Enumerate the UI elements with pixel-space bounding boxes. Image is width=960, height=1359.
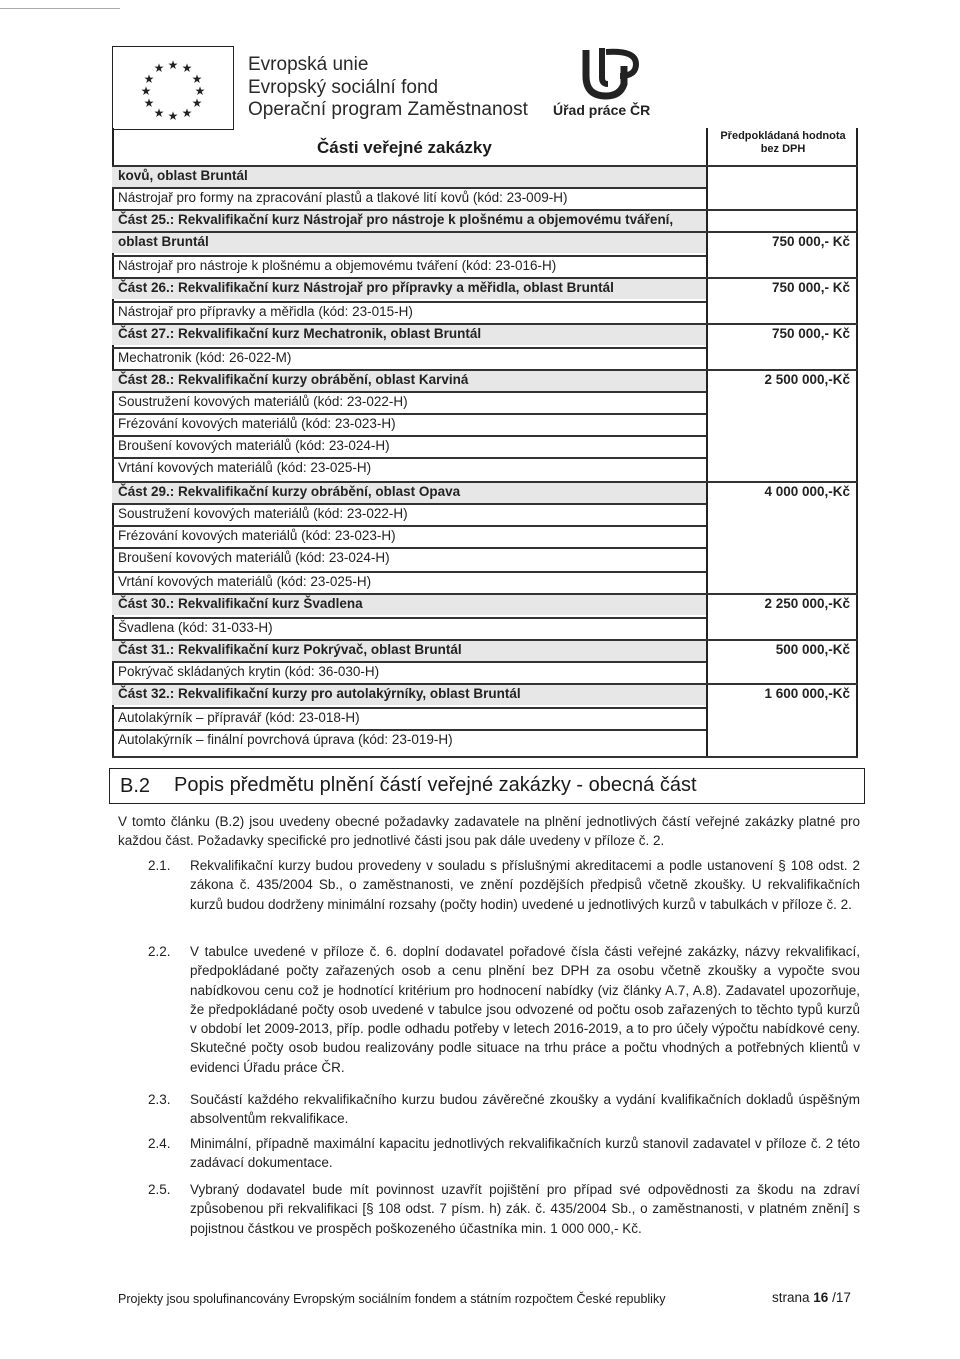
table-row-text: Vrtání kovových materiálů (kód: 23-025-H): [118, 460, 372, 475]
table-row-text: Část 29.: Rekvalifikační kurzy obrábění, oblast Opava: [118, 484, 461, 499]
table-row-text: Část 32.: Rekvalifikační kurzy pro autolakýrníky, oblast Bruntál: [118, 686, 521, 701]
row-divider: [112, 683, 858, 685]
value-column-header: Předpokládaná hodnota bez DPH: [720, 130, 846, 155]
table-row-price: 1 600 000,-Kč: [764, 686, 850, 701]
table-row-text: Nástrojař pro formy na zpracování plastů a tlakové lití kovů (kód: 23-009-H): [118, 190, 568, 205]
table-row-text: Vrtání kovových materiálů (kód: 23-025-H): [118, 574, 372, 589]
table-row-text: Nástrojař pro nástroje k plošnému a objemovému tváření (kód: 23-016-H): [118, 258, 557, 273]
row-divider: [112, 457, 706, 459]
table-row-text: Frézování kovových materiálů (kód: 23-023-H): [118, 416, 396, 431]
table-row-text: Část 27.: Rekvalifikační kurz Mechatronik, oblast Bruntál: [118, 326, 482, 341]
item-number: 2.1.: [148, 858, 171, 873]
table-row-text: Autolakýrník – přípravář (kód: 23-018-H): [118, 710, 360, 725]
svg-text:★: ★: [153, 61, 165, 75]
row-divider: [112, 209, 858, 211]
row-divider: [112, 301, 706, 303]
svg-text:★: ★: [153, 106, 165, 120]
svg-text:★: ★: [191, 96, 203, 110]
table-row-text: Broušení kovových materiálů (kód: 23-024-H): [118, 550, 390, 565]
page-number: [772, 1290, 851, 1305]
svg-text:★: ★: [167, 58, 179, 72]
row-divider: [112, 231, 858, 233]
row-divider: [112, 617, 706, 619]
row-divider: [112, 729, 706, 731]
svg-text:★: ★: [191, 72, 203, 86]
table-row-text: Část 25.: Rekvalifikační kurz Nástrojař pro nástroje k plošnému a objemovému tváření,: [118, 212, 674, 227]
item-text: Minimální, případně maximální kapacitu jednotlivých rekvalifikačních kurzů stanovil zadavatel v příloze č. 2 této zadávací dokumentace.: [190, 1136, 860, 1171]
row-divider: [112, 187, 706, 189]
table-row-price: 750 000,- Kč: [771, 280, 850, 295]
page-prefix: strana: [772, 1290, 810, 1305]
eu-line2: Evropský sociální fond: [248, 76, 439, 98]
urad-prace-logo-icon: [580, 44, 642, 100]
table-row-text: Soustružení kovových materiálů (kód: 23-022-H): [118, 394, 408, 409]
item-number: 2.2.: [148, 944, 171, 959]
section-title: Popis předmětu plnění částí veřejné zakázky - obecná část: [174, 774, 697, 796]
table-row-price: 2 500 000,-Kč: [764, 372, 850, 387]
row-divider: [112, 323, 858, 325]
row-divider: [112, 165, 858, 167]
row-divider: [112, 593, 858, 595]
item-number: 2.5.: [148, 1182, 171, 1197]
eu-stars-icon: [113, 47, 233, 129]
table-row-text: Mechatronik (kód: 26-022-M): [118, 350, 292, 365]
table-row-price: 2 250 000,-Kč: [764, 596, 850, 611]
item-number: 2.4.: [148, 1136, 171, 1151]
table-row-price: 4 000 000,-Kč: [764, 484, 850, 499]
row-divider: [112, 391, 706, 393]
row-divider: [112, 707, 706, 709]
table-row-text: Část 26.: Rekvalifikační kurz Nástrojař pro přípravky a měřidla, oblast Bruntál: [118, 280, 614, 295]
table-row-text: Švadlena (kód: 31-033-H): [118, 620, 273, 635]
svg-text:★: ★: [140, 84, 152, 98]
eu-line3: Operační program Zaměstnanost: [248, 99, 528, 120]
row-divider: [112, 661, 706, 663]
row-divider: [112, 571, 706, 573]
row-divider: [112, 255, 706, 257]
row-divider: [112, 503, 706, 505]
table-row-text: Pokrývač skládaných krytin (kód: 36-030-H): [118, 664, 380, 679]
svg-text:★: ★: [181, 106, 193, 120]
table-vline: [856, 128, 858, 758]
item-text: Rekvalifikační kurzy budou provedeny v souladu s příslušnými akreditacemi a podle ustanovení § 108 odst. 2 zákona č. 435/2004 Sb., o zaměstnanosti, ve znění pozdějších předpisů včetně zkoušky. U rekvalifikačních kurzů budou dodrženy minimální rozsahy (počty hodin) uvedené u jednotlivých kurzů v tabulkách v příloze č. 2.: [190, 858, 860, 912]
table-bottom-line: [112, 756, 858, 758]
row-divider: [112, 481, 858, 483]
row-divider: [112, 413, 706, 415]
table-row-price: 750 000,- Kč: [771, 326, 850, 341]
table-title: Části veřejné zakázky: [317, 138, 492, 157]
item-text: Vybraný dodavatel bude mít povinnost uzavřít pojištění pro případ své odpovědnosti za škodu na zdraví způsobenou při rekvalifikaci [§ 108 odst. 7 písm. h) zák. č. 435/2004 Sb., o zaměstnanosti, v platném znění] s pojistnou částkou ve prospěch poškozeného účastníka min. 1 000 000,- Kč.: [190, 1182, 860, 1236]
page-current: 16: [813, 1290, 829, 1305]
item-number: 2.3.: [148, 1092, 171, 1107]
row-divider: [112, 525, 706, 527]
row-divider: [112, 435, 706, 437]
svg-text:★: ★: [181, 61, 193, 75]
table-row-text: Nástrojař pro přípravky a měřidla (kód: 23-015-H): [118, 304, 413, 319]
svg-text:★: ★: [167, 109, 179, 123]
table-row-text: Broušení kovových materiálů (kód: 23-024-H): [118, 438, 390, 453]
table-row-text: Část 31.: Rekvalifikační kurz Pokrývač, oblast Bruntál: [118, 642, 462, 657]
table-row-price: 500 000,-Kč: [775, 642, 850, 657]
top-rule: [0, 8, 120, 9]
section-intro: V tomto článku (B.2) jsou uvedeny obecné požadavky zadavatele na plnění jednotlivých částí veřejné zakázky platné pro každou část. Požadavky specifické pro jednotlivé části jsou pak dále uvedeny v příloze č. 2.: [118, 814, 860, 849]
page-total: /17: [832, 1290, 851, 1305]
eu-line1: Evropská unie: [248, 54, 369, 75]
table-row-text: Frézování kovových materiálů (kód: 23-023-H): [118, 528, 396, 543]
table-vline: [706, 128, 708, 758]
section-number: B.2: [120, 775, 151, 797]
footer-text: Projekty jsou spolufinancovány Evropským sociálním fondem a státním rozpočtem České republiky: [118, 1292, 666, 1306]
svg-text:★: ★: [194, 84, 206, 98]
table-row-text: Část 30.: Rekvalifikační kurz Švadlena: [118, 596, 363, 611]
item-text: Součástí každého rekvalifikačního kurzu budou závěrečné zkoušky a vydání kvalifikačních dokladů úspěšným absolventům rekvalifikace.: [190, 1092, 860, 1127]
svg-text:★: ★: [143, 96, 155, 110]
table-row-text: kovů, oblast Bruntál: [118, 168, 248, 183]
parts-table: [112, 128, 858, 758]
row-divider: [112, 639, 858, 641]
row-divider: [112, 369, 858, 371]
eu-text-block: [248, 54, 528, 122]
svg-text:★: ★: [143, 72, 155, 86]
table-row-price: 750 000,- Kč: [771, 234, 850, 249]
row-divider: [112, 277, 858, 279]
row-divider: [112, 347, 706, 349]
urad-prace-label: Úřad práce ČR: [553, 102, 651, 118]
row-divider: [112, 547, 706, 549]
table-row-text: Soustružení kovových materiálů (kód: 23-022-H): [118, 506, 408, 521]
table-row-text: oblast Bruntál: [118, 234, 209, 249]
eu-flag-logo: [112, 46, 234, 130]
table-row-text: Autolakýrník – finální povrchová úprava (kód: 23-019-H): [118, 732, 453, 747]
table-row-text: Část 28.: Rekvalifikační kurzy obrábění, oblast Karviná: [118, 372, 469, 387]
item-text: V tabulce uvedené v příloze č. 6. doplní dodavatel pořadové čísla části veřejné zakázky, názvy rekvalifikací, předpokládané počty zařazených osob a cenu plnění bez DPH za osobu včetně zkoušky a vypočte svou nabídkovou cenu což je hodnotící kritérium pro hodnocení nabídky (viz články A.7, A.8). Zadavatel upozorňuje, že předpokládané počty osob uvedené v tabulce jsou odvozené od počtu osob zařazených to těchto typů kurzů v období let 2009-2013, příp. podle odhadu potřeby v letech 2016-2019, a to pro účely výpočtu nabídkové ceny. Skutečné počty osob budou realizovány podle situace na trhu práce a počtu vhodných a potřebných klientů v evidenci Úřadu práce ČR.: [190, 944, 860, 1075]
section-heading: [109, 768, 865, 804]
